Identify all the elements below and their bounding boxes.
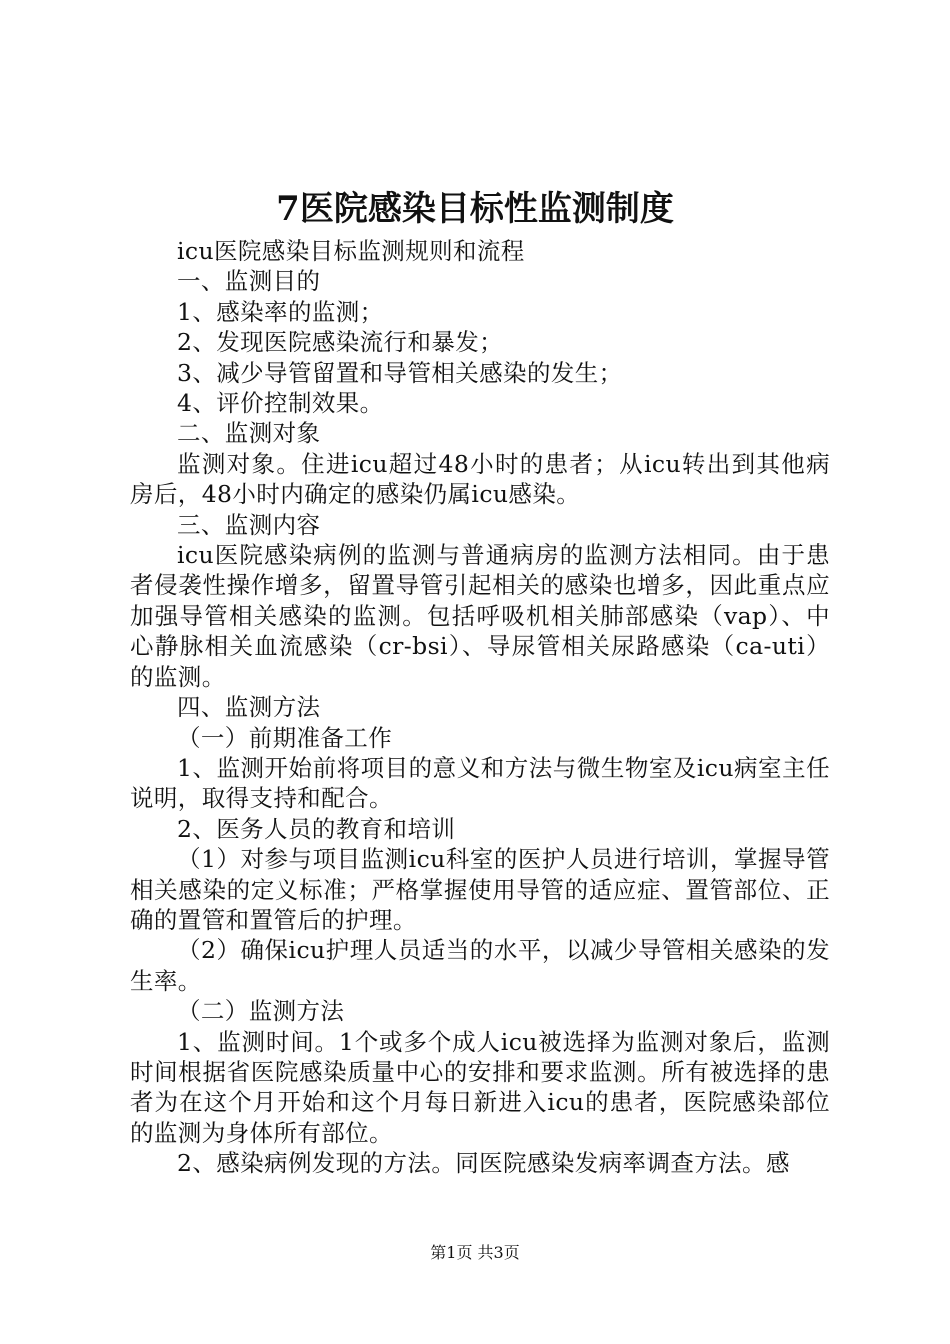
paragraph: 3、减少导管留置和导管相关感染的发生； xyxy=(177,358,623,387)
document-title: 7医院感染目标性监测制度 xyxy=(276,189,674,229)
paragraph: 1、监测开始前将项目的意义和方法与微生物室及icu病室主任说明，取得支持和配合。 xyxy=(130,753,830,813)
paragraph: 2、医务人员的教育和培训 xyxy=(177,814,456,843)
paragraph: 2、发现医院感染流行和暴发； xyxy=(177,328,504,357)
paragraph: （2）确保icu护理人员适当的水平，以减少导管相关感染的发生率。 xyxy=(130,936,830,995)
section-heading: 一、监测目的 xyxy=(177,267,321,296)
paragraph: 1、感染率的监测； xyxy=(177,297,384,326)
paragraph: 监测对象。住进icu超过48小时的患者；从icu转出到其他病房后，48小时内确定的感染仍属icu感染。 xyxy=(130,449,830,509)
document-body xyxy=(130,236,830,1179)
page-footer: 第1页 共3页 xyxy=(430,1243,520,1262)
subsection-heading: （一）前期准备工作 xyxy=(177,723,393,752)
paragraph: icu医院感染目标监测规则和流程 xyxy=(177,237,525,265)
section-heading: 二、监测对象 xyxy=(177,419,321,448)
paragraph: 2、感染病例发现的方法。同医院感染发病率调查方法。感 xyxy=(177,1149,790,1178)
section-heading: 三、监测内容 xyxy=(177,510,321,539)
paragraph: icu医院感染病例的监测与普通病房的监测方法相同。由于患者侵袭性操作增多，留置导管引起相关的感染也增多，因此重点应加强导管相关感染的监测。包括呼吸机相关肺部感染（vap）、中心静脉相关血流感染（cr-bsi）、导尿管相关尿路感染（ca-uti）的监测。 xyxy=(130,541,830,691)
paragraph: （1）对参与项目监测icu科室的医护人员进行培训，掌握导管相关感染的定义标准；严格掌握使用导管的适应症、置管部位、正确的置管和置管后的护理。 xyxy=(130,845,830,934)
paragraph: 4、评价控制效果。 xyxy=(177,389,384,418)
section-heading: 四、监测方法 xyxy=(177,693,321,722)
paragraph: 1、监测时间。1个或多个成人icu被选择为监测对象后，监测时间根据省医院感染质量中心的安排和要求监测。所有被选择的患者为在这个月开始和这个月每日新进入icu的患者，医院感染部位的监测为身体所有部位。 xyxy=(130,1027,830,1147)
subsection-heading: （二）监测方法 xyxy=(177,997,345,1026)
